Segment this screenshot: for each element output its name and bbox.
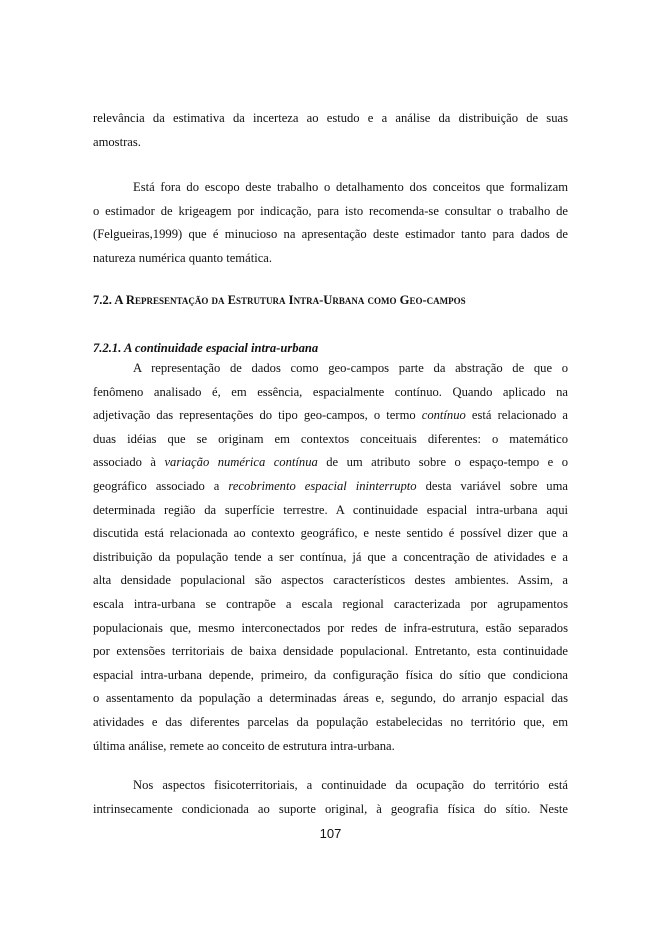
- text-line: associado à variação numérica contínua de um atributo sobre o espaço-tempo e o: [93, 455, 568, 470]
- text-line: A representação de dados como geo-campos parte da abstração de que o: [133, 361, 568, 375]
- text-line: duas idéias que se originam em contextos conceituais diferentes: o matemático: [93, 431, 568, 446]
- paragraph-3: [93, 357, 568, 758]
- text-line: adjetivação das representações do tipo geo-campos, o termo contínuo está relacionado a: [93, 408, 568, 423]
- text-line: relevância da estimativa da incerteza ao estudo e a análise da distribuição de suas: [93, 111, 568, 125]
- text-line: determinada região da superfície terrestre. A continuidade espacial intra-urbana aqui: [93, 502, 568, 517]
- text-line: o estimador de krigeagem por indicação, para isto recomenda-se consultar o trabalho de: [93, 203, 568, 218]
- paragraph-4: [93, 774, 568, 821]
- text-line: alta densidade populacional são aspectos característicos destes ambientes. Assim, a: [93, 573, 568, 588]
- text-line: distribuição da população tende a ser contínua, já que a concentração de atividades e a: [93, 549, 568, 564]
- paragraph-1: [93, 107, 568, 154]
- subsection-heading: 7.2.1. A continuidade espacial intra-urbana: [93, 341, 319, 355]
- text-line: espacial intra-urbana depende, primeiro, da configuração física do sítio que condiciona: [93, 667, 568, 682]
- text-line: (Felgueiras,1999) que é minucioso na apresentação deste estimador tanto para dados de: [93, 227, 568, 242]
- section-heading: 7.2. A Representação da Estrutura Intra-Urbana como Geo-campos: [93, 293, 466, 307]
- text-line: escala intra-urbana se contrapõe a escala regional caracterizada por agrupamentos: [93, 596, 568, 611]
- text-line: amostras.: [93, 134, 141, 149]
- text-line: Está fora do escopo deste trabalho o detalhamento dos conceitos que formalizam: [133, 180, 568, 194]
- text-line: populacionais que, mesmo interconectados por redes de infra-estrutura, estão separados: [93, 620, 568, 635]
- text-line: por extensões territoriais de baixa densidade populacional. Entretanto, esta continuidade: [93, 644, 568, 659]
- text-line: o assentamento da população a determinadas áreas e, segundo, do arranjo espacial das: [93, 691, 568, 706]
- text-line: natureza numérica quanto temática.: [93, 250, 273, 265]
- text-line: intrinsecamente condicionada ao suporte original, à geografia física do sítio. Neste: [93, 801, 568, 816]
- text-line: geográfico associado a recobrimento espacial ininterrupto desta variável sobre uma: [93, 478, 568, 493]
- text-line: fenômeno analisado é, em essência, espacialmente contínuo. Quando aplicado na: [93, 384, 568, 399]
- page-number: 107: [319, 826, 342, 841]
- text-line: última análise, remete ao conceito de estrutura intra-urbana.: [93, 738, 395, 753]
- text-line: discutida está relacionada ao contexto geográfico, e neste sentido é possível dizer que a: [93, 526, 568, 541]
- text-line: atividades e das diferentes parcelas da população estabelecidas no território que, em: [93, 714, 568, 729]
- text-line: Nos aspectos fisicoterritoriais, a continuidade da ocupação do território está: [133, 778, 568, 792]
- paragraph-2: [93, 176, 568, 270]
